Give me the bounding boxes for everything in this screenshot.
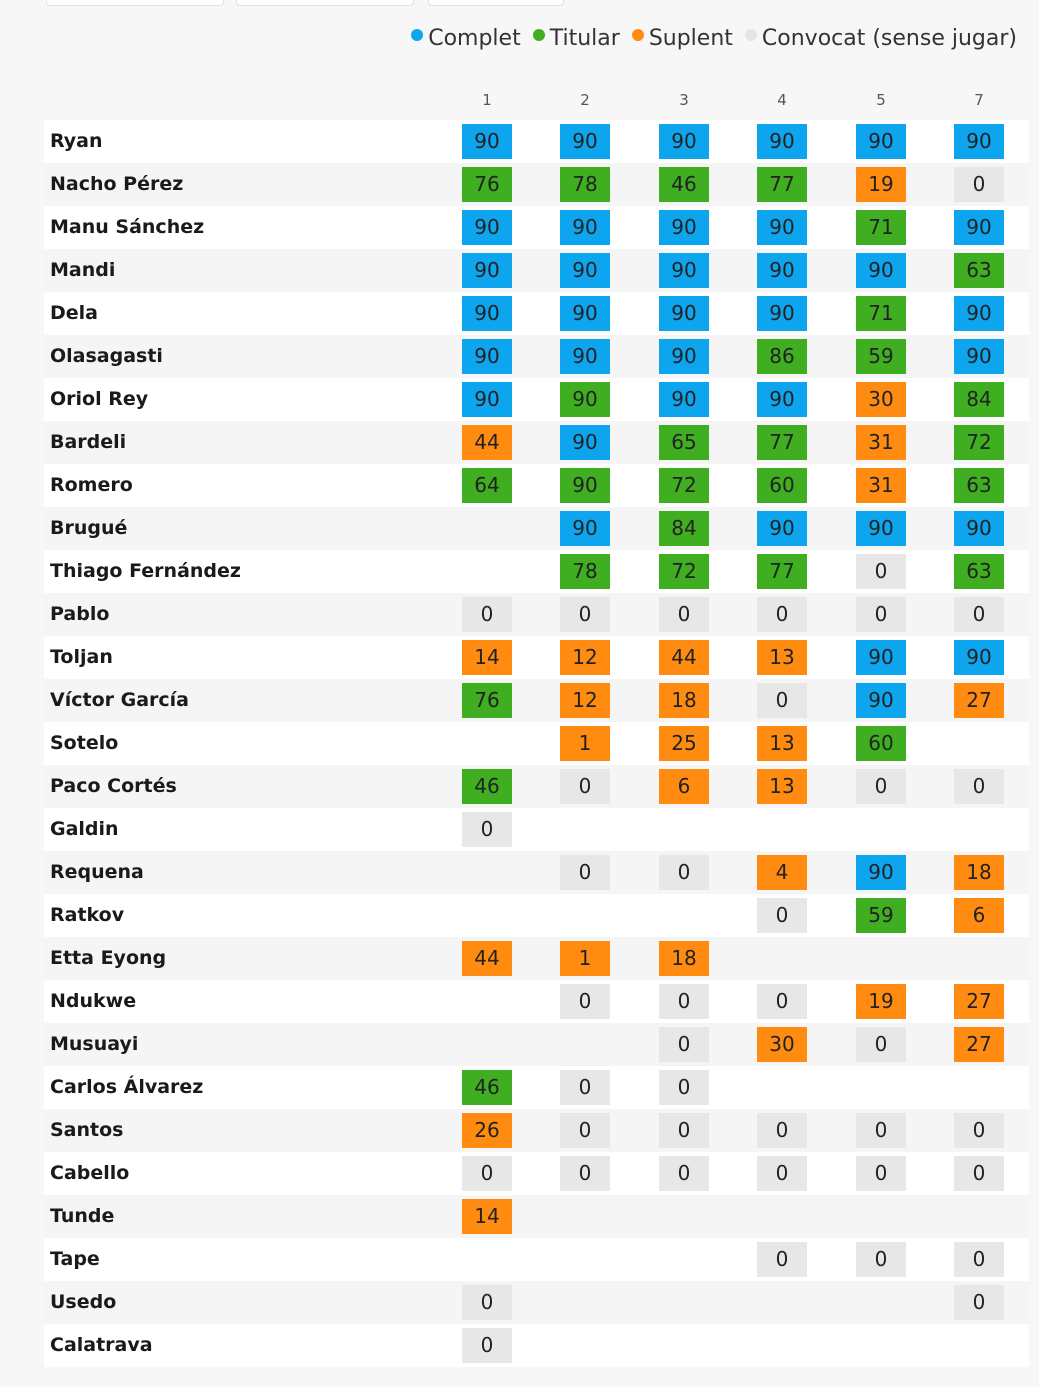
minutes-cell: 27 <box>954 1027 1004 1062</box>
minutes-cell: 0 <box>954 1113 1004 1148</box>
legend-dot-icon <box>411 29 423 41</box>
player-name[interactable]: Pablo <box>50 603 110 625</box>
minutes-cell: 90 <box>560 253 610 288</box>
player-name[interactable]: Tape <box>50 1248 100 1270</box>
minutes-cell: 60 <box>757 468 807 503</box>
minutes-cell: 0 <box>954 597 1004 632</box>
minutes-cell: 76 <box>462 683 512 718</box>
minutes-cell: 90 <box>659 253 709 288</box>
table-row <box>44 1023 1029 1066</box>
minutes-cell: 90 <box>659 339 709 374</box>
minutes-cell: 0 <box>462 1156 512 1191</box>
minutes-cell: 18 <box>954 855 1004 890</box>
minutes-cell: 90 <box>757 296 807 331</box>
legend-item-suplent <box>632 26 733 51</box>
player-name[interactable]: Manu Sánchez <box>50 216 205 238</box>
minutes-cell: 72 <box>659 468 709 503</box>
minutes-cell: 0 <box>757 597 807 632</box>
table-row <box>44 120 1029 163</box>
minutes-cell: 19 <box>856 984 906 1019</box>
minutes-cell: 0 <box>757 683 807 718</box>
table-row <box>44 1281 1029 1324</box>
table-row <box>44 378 1029 421</box>
table-row <box>44 980 1029 1023</box>
minutes-cell: 90 <box>757 210 807 245</box>
minutes-cell: 0 <box>560 855 610 890</box>
minutes-cell: 46 <box>462 769 512 804</box>
table-row <box>44 249 1029 292</box>
table-row <box>44 808 1029 851</box>
player-name[interactable]: Mandi <box>50 259 116 281</box>
player-name[interactable]: Tunde <box>50 1205 115 1227</box>
minutes-cell: 0 <box>659 1070 709 1105</box>
table-row <box>44 894 1029 937</box>
player-name[interactable]: Galdin <box>50 818 119 840</box>
minutes-cell: 0 <box>659 984 709 1019</box>
minutes-cell: 64 <box>462 468 512 503</box>
minutes-cell: 90 <box>462 382 512 417</box>
minutes-cell: 90 <box>954 511 1004 546</box>
minutes-cell: 90 <box>560 210 610 245</box>
minutes-cell: 0 <box>954 1242 1004 1277</box>
minutes-cell: 90 <box>856 511 906 546</box>
minutes-cell: 90 <box>462 253 512 288</box>
minutes-cell: 90 <box>954 210 1004 245</box>
minutes-cell: 90 <box>462 210 512 245</box>
minutes-cell: 0 <box>757 1113 807 1148</box>
player-name[interactable]: Toljan <box>50 646 113 668</box>
minutes-cell: 6 <box>659 769 709 804</box>
table-row <box>44 206 1029 249</box>
minutes-cell: 0 <box>856 769 906 804</box>
minutes-cell: 0 <box>757 898 807 933</box>
table-row <box>44 1066 1029 1109</box>
table-row <box>44 1324 1029 1367</box>
legend-label: Suplent <box>648 26 733 51</box>
minutes-cell: 90 <box>462 339 512 374</box>
minutes-cell: 0 <box>659 597 709 632</box>
minutes-cell: 90 <box>560 296 610 331</box>
legend-item-complet <box>411 26 521 51</box>
player-name[interactable]: Ratkov <box>50 904 125 926</box>
minutes-cell: 90 <box>856 124 906 159</box>
minutes-cell: 90 <box>954 640 1004 675</box>
minutes-cell: 77 <box>757 167 807 202</box>
table-row <box>44 550 1029 593</box>
player-name[interactable]: Romero <box>50 474 133 496</box>
minutes-cell: 27 <box>954 683 1004 718</box>
top-tab[interactable] <box>236 0 414 6</box>
minutes-cell: 6 <box>954 898 1004 933</box>
minutes-cell: 25 <box>659 726 709 761</box>
minutes-cell: 0 <box>757 984 807 1019</box>
minutes-cell: 44 <box>659 640 709 675</box>
minutes-cell: 90 <box>659 124 709 159</box>
minutes-cell: 26 <box>462 1113 512 1148</box>
minutes-cell: 90 <box>954 296 1004 331</box>
table-body <box>44 120 1029 1367</box>
minutes-cell: 90 <box>560 511 610 546</box>
table-header <box>44 83 1029 120</box>
minutes-cell: 76 <box>462 167 512 202</box>
minutes-cell: 78 <box>560 167 610 202</box>
minutes-cell: 0 <box>659 1027 709 1062</box>
minutes-cell: 0 <box>856 1027 906 1062</box>
minutes-cell: 90 <box>757 511 807 546</box>
minutes-cell: 0 <box>856 1156 906 1191</box>
table-row <box>44 593 1029 636</box>
top-tab[interactable] <box>428 0 564 6</box>
minutes-cell: 30 <box>757 1027 807 1062</box>
minutes-cell: 13 <box>757 640 807 675</box>
top-tab-bar <box>0 0 1039 6</box>
minutes-cell: 14 <box>462 640 512 675</box>
legend-item-convocat <box>745 26 1017 51</box>
minutes-cell: 30 <box>856 382 906 417</box>
minutes-cell: 90 <box>954 124 1004 159</box>
minutes-cell: 0 <box>856 554 906 589</box>
minutes-cell: 1 <box>560 726 610 761</box>
minutes-cell: 90 <box>659 296 709 331</box>
legend-dot-icon <box>533 29 545 41</box>
minutes-cell: 90 <box>757 253 807 288</box>
minutes-cell: 0 <box>954 1285 1004 1320</box>
minutes-cell: 0 <box>462 1328 512 1363</box>
minutes-cell: 0 <box>856 597 906 632</box>
minutes-cell: 90 <box>757 124 807 159</box>
minutes-cell: 90 <box>462 124 512 159</box>
player-name[interactable]: Cabello <box>50 1162 130 1184</box>
minutes-cell: 90 <box>560 425 610 460</box>
minutes-cell: 0 <box>757 1242 807 1277</box>
player-name[interactable]: Usedo <box>50 1291 117 1313</box>
minutes-cell: 90 <box>856 640 906 675</box>
minutes-cell: 0 <box>560 1070 610 1105</box>
player-name[interactable]: Thiago Fernández <box>50 560 241 582</box>
minutes-cell: 12 <box>560 683 610 718</box>
player-name[interactable]: Etta Eyong <box>50 947 167 969</box>
minutes-cell: 0 <box>462 1285 512 1320</box>
player-name[interactable]: Brugué <box>50 517 128 539</box>
column-header-2: 2 <box>580 91 590 109</box>
table-row <box>44 1152 1029 1195</box>
minutes-cell: 90 <box>856 683 906 718</box>
minutes-cell: 0 <box>954 167 1004 202</box>
table-row <box>44 292 1029 335</box>
player-name[interactable]: Carlos Álvarez <box>50 1076 204 1098</box>
table-row <box>44 1195 1029 1238</box>
minutes-cell: 18 <box>659 683 709 718</box>
player-name[interactable]: Requena <box>50 861 144 883</box>
minutes-cell: 0 <box>560 769 610 804</box>
minutes-cell: 0 <box>659 1156 709 1191</box>
player-name[interactable]: Oriol Rey <box>50 388 149 410</box>
minutes-cell: 0 <box>560 1156 610 1191</box>
legend-label: Complet <box>428 26 521 51</box>
minutes-cell: 84 <box>659 511 709 546</box>
minutes-cell: 0 <box>560 984 610 1019</box>
column-header-4: 4 <box>777 91 787 109</box>
table-row <box>44 1109 1029 1152</box>
player-name[interactable]: Musuayi <box>50 1033 139 1055</box>
table-row <box>44 464 1029 507</box>
player-name[interactable]: Paco Cortés <box>50 775 177 797</box>
minutes-cell: 0 <box>462 812 512 847</box>
player-name[interactable]: Ryan <box>50 130 103 152</box>
legend-item-titular <box>533 26 620 51</box>
minutes-cell: 60 <box>856 726 906 761</box>
minutes-cell: 90 <box>856 253 906 288</box>
minutes-cell: 0 <box>856 1113 906 1148</box>
minutes-cell: 0 <box>954 769 1004 804</box>
minutes-cell: 12 <box>560 640 610 675</box>
minutes-cell: 71 <box>856 296 906 331</box>
table-row <box>44 421 1029 464</box>
column-header-7: 7 <box>974 91 984 109</box>
table-row <box>44 937 1029 980</box>
minutes-cell: 31 <box>856 425 906 460</box>
minutes-cell: 90 <box>462 296 512 331</box>
player-name[interactable]: Santos <box>50 1119 124 1141</box>
minutes-cell: 0 <box>560 1113 610 1148</box>
player-name[interactable]: Nacho Pérez <box>50 173 184 195</box>
legend <box>399 26 1017 51</box>
table-row <box>44 1238 1029 1281</box>
minutes-cell: 90 <box>560 468 610 503</box>
minutes-cell: 0 <box>462 597 512 632</box>
minutes-cell: 77 <box>757 425 807 460</box>
minutes-cell: 4 <box>757 855 807 890</box>
minutes-cell: 78 <box>560 554 610 589</box>
minutes-cell: 59 <box>856 339 906 374</box>
column-header-5: 5 <box>876 91 886 109</box>
minutes-cell: 65 <box>659 425 709 460</box>
table-row <box>44 851 1029 894</box>
minutes-cell: 1 <box>560 941 610 976</box>
minutes-cell: 44 <box>462 425 512 460</box>
player-name[interactable]: Víctor García <box>50 689 189 711</box>
minutes-cell: 84 <box>954 382 1004 417</box>
minutes-cell: 72 <box>954 425 1004 460</box>
minutes-cell: 44 <box>462 941 512 976</box>
legend-label: Convocat (sense jugar) <box>761 26 1017 51</box>
minutes-cell: 0 <box>757 1156 807 1191</box>
minutes-cell: 90 <box>560 339 610 374</box>
minutes-cell: 63 <box>954 554 1004 589</box>
player-name[interactable]: Olasagasti <box>50 345 163 367</box>
minutes-cell: 90 <box>757 382 807 417</box>
minutes-cell: 90 <box>659 210 709 245</box>
minutes-cell: 0 <box>659 1113 709 1148</box>
minutes-cell: 0 <box>856 1242 906 1277</box>
table-row <box>44 507 1029 550</box>
minutes-cell: 86 <box>757 339 807 374</box>
minutes-cell: 19 <box>856 167 906 202</box>
minutes-cell: 63 <box>954 468 1004 503</box>
minutes-cell: 31 <box>856 468 906 503</box>
player-name[interactable]: Calatrava <box>50 1334 153 1356</box>
minutes-cell: 90 <box>560 382 610 417</box>
column-header-1: 1 <box>482 91 492 109</box>
minutes-cell: 72 <box>659 554 709 589</box>
minutes-cell: 27 <box>954 984 1004 1019</box>
minutes-cell: 90 <box>560 124 610 159</box>
minutes-cell: 46 <box>462 1070 512 1105</box>
minutes-cell: 90 <box>659 382 709 417</box>
minutes-cell: 63 <box>954 253 1004 288</box>
table-row <box>44 335 1029 378</box>
minutes-cell: 13 <box>757 726 807 761</box>
minutes-cell: 71 <box>856 210 906 245</box>
player-name[interactable]: Ndukwe <box>50 990 137 1012</box>
legend-label: Titular <box>549 26 620 51</box>
table-row <box>44 765 1029 808</box>
minutes-cell: 90 <box>954 339 1004 374</box>
table-row <box>44 679 1029 722</box>
player-name[interactable]: Dela <box>50 302 98 324</box>
minutes-cell: 90 <box>856 855 906 890</box>
minutes-cell: 0 <box>954 1156 1004 1191</box>
minutes-cell: 0 <box>560 597 610 632</box>
player-name[interactable]: Sotelo <box>50 732 119 754</box>
minutes-cell: 77 <box>757 554 807 589</box>
table-row <box>44 636 1029 679</box>
minutes-table <box>44 83 1029 1367</box>
minutes-cell: 0 <box>659 855 709 890</box>
minutes-cell: 13 <box>757 769 807 804</box>
minutes-cell: 14 <box>462 1199 512 1234</box>
minutes-cell: 46 <box>659 167 709 202</box>
column-header-3: 3 <box>679 91 689 109</box>
legend-dot-icon <box>632 29 644 41</box>
minutes-cell: 18 <box>659 941 709 976</box>
table-row <box>44 163 1029 206</box>
player-name[interactable]: Bardeli <box>50 431 127 453</box>
legend-dot-icon <box>745 29 757 41</box>
top-tab[interactable] <box>46 0 224 6</box>
table-row <box>44 722 1029 765</box>
minutes-cell: 59 <box>856 898 906 933</box>
